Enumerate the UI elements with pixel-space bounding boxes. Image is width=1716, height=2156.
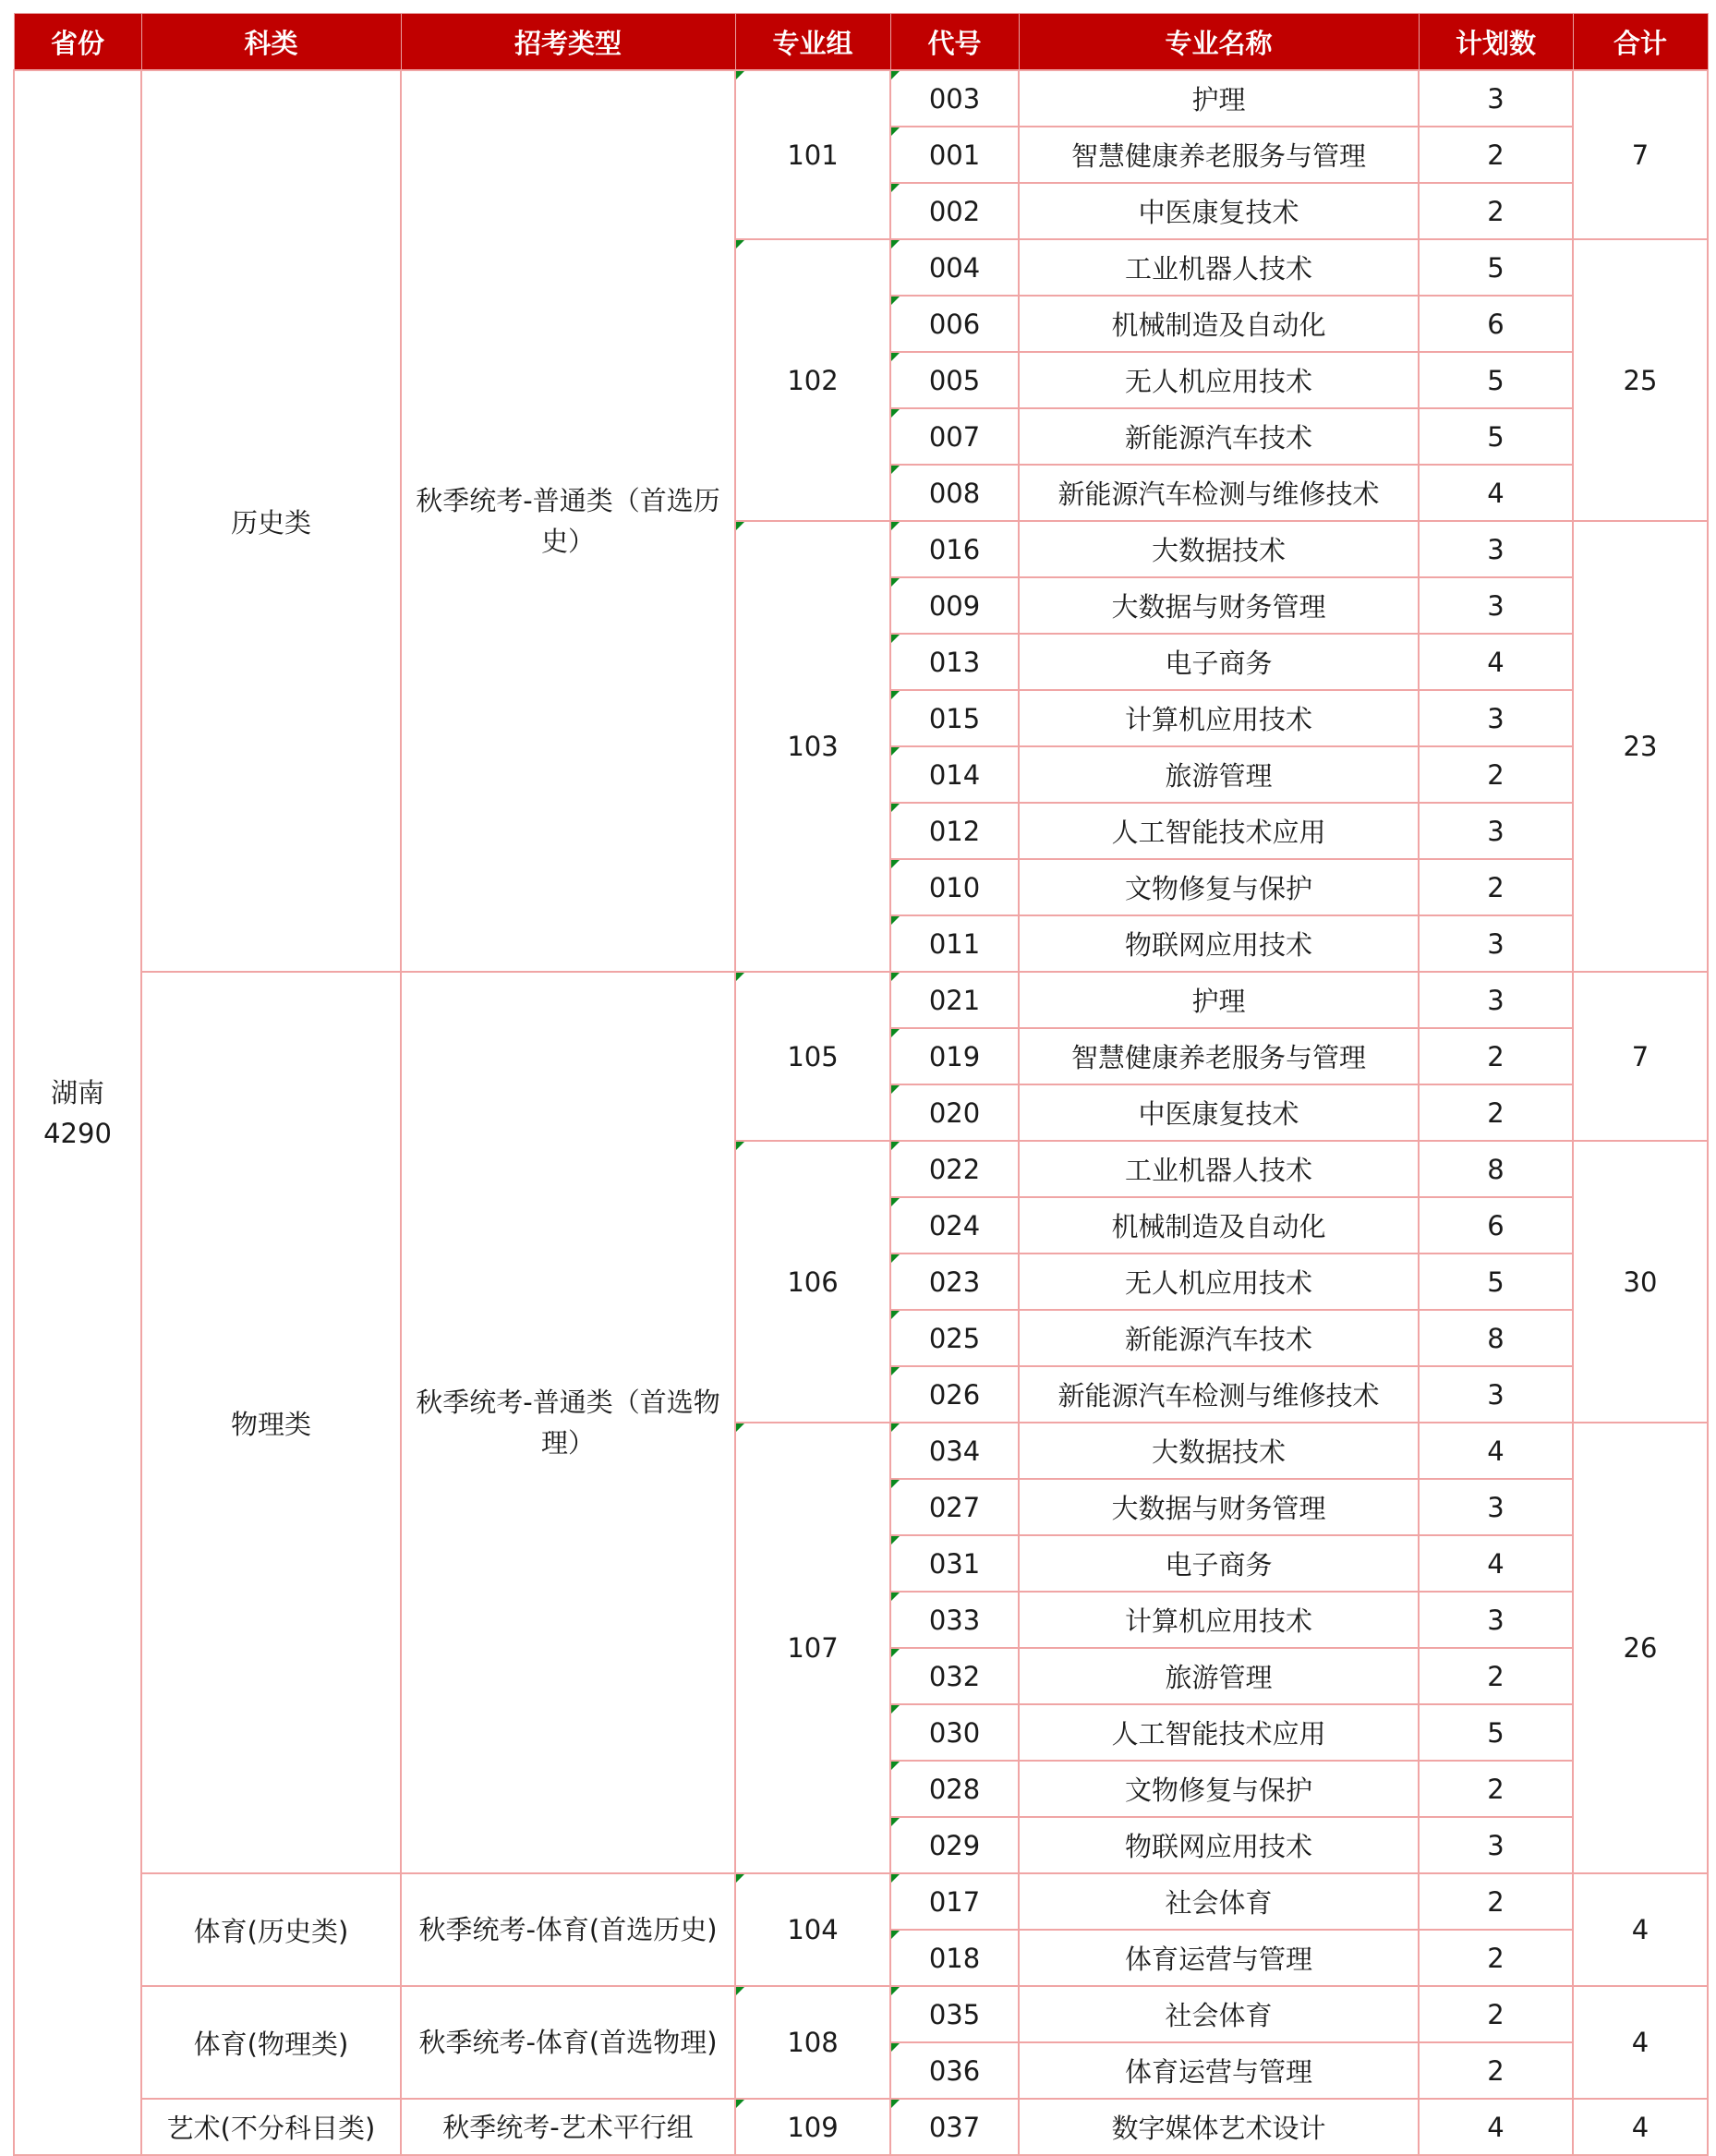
table-header	[14, 14, 1708, 71]
major-code-cell: 015	[890, 690, 1019, 746]
major-name-cell: 旅游管理	[1019, 746, 1419, 803]
plan-count-cell: 4	[1419, 1535, 1573, 1592]
major-name-cell: 大数据技术	[1019, 521, 1419, 577]
table-row	[14, 2099, 1708, 2155]
plan-count-cell: 2	[1419, 1986, 1573, 2042]
major-name-cell: 人工智能技术应用	[1019, 803, 1419, 859]
plan-count-cell: 3	[1419, 1592, 1573, 1648]
header-total: 合计	[1573, 14, 1708, 71]
group-total-cell: 7	[1573, 70, 1708, 239]
major-code-cell: 018	[890, 1930, 1019, 1986]
major-group-cell: 105	[735, 972, 890, 1141]
major-code-cell: 004	[890, 239, 1019, 296]
major-group-cell: 107	[735, 1423, 890, 1873]
major-name-cell: 无人机应用技术	[1019, 1254, 1419, 1310]
major-code-cell: 031	[890, 1535, 1019, 1592]
major-code-cell: 016	[890, 521, 1019, 577]
major-name-cell: 智慧健康养老服务与管理	[1019, 1028, 1419, 1084]
major-name-cell: 大数据技术	[1019, 1423, 1419, 1479]
enrollment-plan-table	[13, 13, 1709, 2156]
major-name-cell: 大数据与财务管理	[1019, 1479, 1419, 1535]
major-code-cell: 011	[890, 915, 1019, 972]
major-name-cell: 电子商务	[1019, 1535, 1419, 1592]
major-code-cell: 023	[890, 1254, 1019, 1310]
major-name-cell: 无人机应用技术	[1019, 352, 1419, 408]
major-name-cell: 物联网应用技术	[1019, 1817, 1419, 1873]
plan-count-cell: 2	[1419, 746, 1573, 803]
major-name-cell: 文物修复与保护	[1019, 1761, 1419, 1817]
enrollment-plan-sheet	[13, 13, 1707, 2156]
major-code-cell: 037	[890, 2099, 1019, 2155]
plan-count-cell: 3	[1419, 1479, 1573, 1535]
major-group-cell: 109	[735, 2099, 890, 2155]
plan-count-cell: 3	[1419, 803, 1573, 859]
plan-count-cell: 5	[1419, 1704, 1573, 1761]
major-name-cell: 文物修复与保护	[1019, 859, 1419, 915]
plan-count-cell: 3	[1419, 577, 1573, 634]
major-code-cell: 030	[890, 1704, 1019, 1761]
major-group-cell: 102	[735, 239, 890, 521]
plan-count-cell: 4	[1419, 2099, 1573, 2155]
major-code-cell: 017	[890, 1873, 1019, 1930]
province-total: 4290	[43, 1117, 112, 1149]
exam-type-cell: 秋季统考-普通类（首选物理）	[401, 972, 735, 1873]
plan-count-cell: 2	[1419, 1084, 1573, 1141]
header-plan-count: 计划数	[1419, 14, 1573, 71]
major-name-cell: 机械制造及自动化	[1019, 296, 1419, 352]
table-row	[14, 70, 1708, 127]
major-code-cell: 025	[890, 1310, 1019, 1366]
table-row	[14, 972, 1708, 1028]
major-code-cell: 035	[890, 1986, 1019, 2042]
plan-count-cell: 6	[1419, 1197, 1573, 1254]
major-code-cell: 032	[890, 1648, 1019, 1704]
subject-category-cell: 物理类	[141, 972, 401, 1873]
plan-count-cell: 3	[1419, 521, 1573, 577]
major-name-cell: 社会体育	[1019, 1873, 1419, 1930]
subject-category-cell: 体育(历史类)	[141, 1873, 401, 1986]
header-province: 省份	[14, 14, 141, 71]
plan-count-cell: 3	[1419, 70, 1573, 127]
major-code-cell: 019	[890, 1028, 1019, 1084]
major-name-cell: 护理	[1019, 972, 1419, 1028]
exam-type-cell: 秋季统考-体育(首选物理)	[401, 1986, 735, 2099]
major-name-cell: 体育运营与管理	[1019, 2042, 1419, 2099]
plan-count-cell: 2	[1419, 127, 1573, 183]
plan-count-cell: 2	[1419, 183, 1573, 239]
major-code-cell: 026	[890, 1366, 1019, 1423]
major-code-cell: 014	[890, 746, 1019, 803]
plan-count-cell: 3	[1419, 1366, 1573, 1423]
major-code-cell: 006	[890, 296, 1019, 352]
major-name-cell: 计算机应用技术	[1019, 1592, 1419, 1648]
header-exam-type: 招考类型	[401, 14, 735, 71]
major-name-cell: 新能源汽车技术	[1019, 1310, 1419, 1366]
major-name-cell: 机械制造及自动化	[1019, 1197, 1419, 1254]
major-name-cell: 人工智能技术应用	[1019, 1704, 1419, 1761]
plan-count-cell: 8	[1419, 1141, 1573, 1197]
major-name-cell: 社会体育	[1019, 1986, 1419, 2042]
header-row	[14, 14, 1708, 71]
major-code-cell: 034	[890, 1423, 1019, 1479]
major-code-cell: 028	[890, 1761, 1019, 1817]
major-code-cell: 008	[890, 465, 1019, 521]
plan-count-cell: 5	[1419, 1254, 1573, 1310]
major-code-cell: 033	[890, 1592, 1019, 1648]
major-code-cell: 021	[890, 972, 1019, 1028]
header-major-group: 专业组	[735, 14, 890, 71]
major-name-cell: 大数据与财务管理	[1019, 577, 1419, 634]
major-code-cell: 012	[890, 803, 1019, 859]
group-total-cell: 23	[1573, 521, 1708, 972]
header-code: 代号	[890, 14, 1019, 71]
province-cell	[14, 70, 141, 2155]
major-name-cell: 工业机器人技术	[1019, 1141, 1419, 1197]
plan-count-cell: 4	[1419, 1423, 1573, 1479]
major-code-cell: 005	[890, 352, 1019, 408]
major-name-cell: 工业机器人技术	[1019, 239, 1419, 296]
plan-count-cell: 3	[1419, 915, 1573, 972]
subject-category-cell: 历史类	[141, 70, 401, 972]
major-code-cell: 020	[890, 1084, 1019, 1141]
major-code-cell: 010	[890, 859, 1019, 915]
plan-count-cell: 5	[1419, 352, 1573, 408]
plan-count-cell: 2	[1419, 1873, 1573, 1930]
group-total-cell: 4	[1573, 1986, 1708, 2099]
plan-count-cell: 3	[1419, 1817, 1573, 1873]
plan-count-cell: 2	[1419, 1028, 1573, 1084]
major-group-cell: 106	[735, 1141, 890, 1423]
group-total-cell: 4	[1573, 2099, 1708, 2155]
group-total-cell: 26	[1573, 1423, 1708, 1873]
major-code-cell: 007	[890, 408, 1019, 465]
major-name-cell: 中医康复技术	[1019, 183, 1419, 239]
major-code-cell: 009	[890, 577, 1019, 634]
major-name-cell: 新能源汽车检测与维修技术	[1019, 1366, 1419, 1423]
major-name-cell: 新能源汽车技术	[1019, 408, 1419, 465]
group-total-cell: 7	[1573, 972, 1708, 1141]
table-row	[14, 1986, 1708, 2042]
major-group-cell: 101	[735, 70, 890, 239]
plan-count-cell: 8	[1419, 1310, 1573, 1366]
province-name: 湖南	[50, 1076, 104, 1108]
major-name-cell: 电子商务	[1019, 634, 1419, 690]
table-body	[14, 70, 1708, 2155]
header-subject-category: 科类	[141, 14, 401, 71]
plan-count-cell: 4	[1419, 465, 1573, 521]
major-code-cell: 002	[890, 183, 1019, 239]
major-name-cell: 计算机应用技术	[1019, 690, 1419, 746]
major-code-cell: 022	[890, 1141, 1019, 1197]
group-total-cell: 30	[1573, 1141, 1708, 1423]
subject-category-cell: 艺术(不分科目类)	[141, 2099, 401, 2155]
plan-count-cell: 6	[1419, 296, 1573, 352]
major-code-cell: 024	[890, 1197, 1019, 1254]
major-code-cell: 003	[890, 70, 1019, 127]
major-name-cell: 护理	[1019, 70, 1419, 127]
major-name-cell: 新能源汽车检测与维修技术	[1019, 465, 1419, 521]
major-name-cell: 体育运营与管理	[1019, 1930, 1419, 1986]
table-row	[14, 1873, 1708, 1930]
major-name-cell: 物联网应用技术	[1019, 915, 1419, 972]
major-code-cell: 013	[890, 634, 1019, 690]
major-code-cell: 029	[890, 1817, 1019, 1873]
major-code-cell: 036	[890, 2042, 1019, 2099]
major-name-cell: 数字媒体艺术设计	[1019, 2099, 1419, 2155]
major-group-cell: 103	[735, 521, 890, 972]
major-name-cell: 旅游管理	[1019, 1648, 1419, 1704]
plan-count-cell: 4	[1419, 634, 1573, 690]
group-total-cell: 25	[1573, 239, 1708, 521]
exam-type-cell: 秋季统考-体育(首选历史)	[401, 1873, 735, 1986]
plan-count-cell: 2	[1419, 1648, 1573, 1704]
plan-count-cell: 2	[1419, 1930, 1573, 1986]
group-total-cell: 4	[1573, 1873, 1708, 1986]
plan-count-cell: 2	[1419, 2042, 1573, 2099]
plan-count-cell: 2	[1419, 1761, 1573, 1817]
major-group-cell: 104	[735, 1873, 890, 1986]
major-name-cell: 智慧健康养老服务与管理	[1019, 127, 1419, 183]
plan-count-cell: 5	[1419, 239, 1573, 296]
major-name-cell: 中医康复技术	[1019, 1084, 1419, 1141]
exam-type-cell: 秋季统考-艺术平行组	[401, 2099, 735, 2155]
plan-count-cell: 3	[1419, 972, 1573, 1028]
plan-count-cell: 5	[1419, 408, 1573, 465]
subject-category-cell: 体育(物理类)	[141, 1986, 401, 2099]
major-group-cell: 108	[735, 1986, 890, 2099]
header-major-name: 专业名称	[1019, 14, 1419, 71]
exam-type-cell: 秋季统考-普通类（首选历史）	[401, 70, 735, 972]
major-code-cell: 001	[890, 127, 1019, 183]
plan-count-cell: 2	[1419, 859, 1573, 915]
plan-count-cell: 3	[1419, 690, 1573, 746]
major-code-cell: 027	[890, 1479, 1019, 1535]
